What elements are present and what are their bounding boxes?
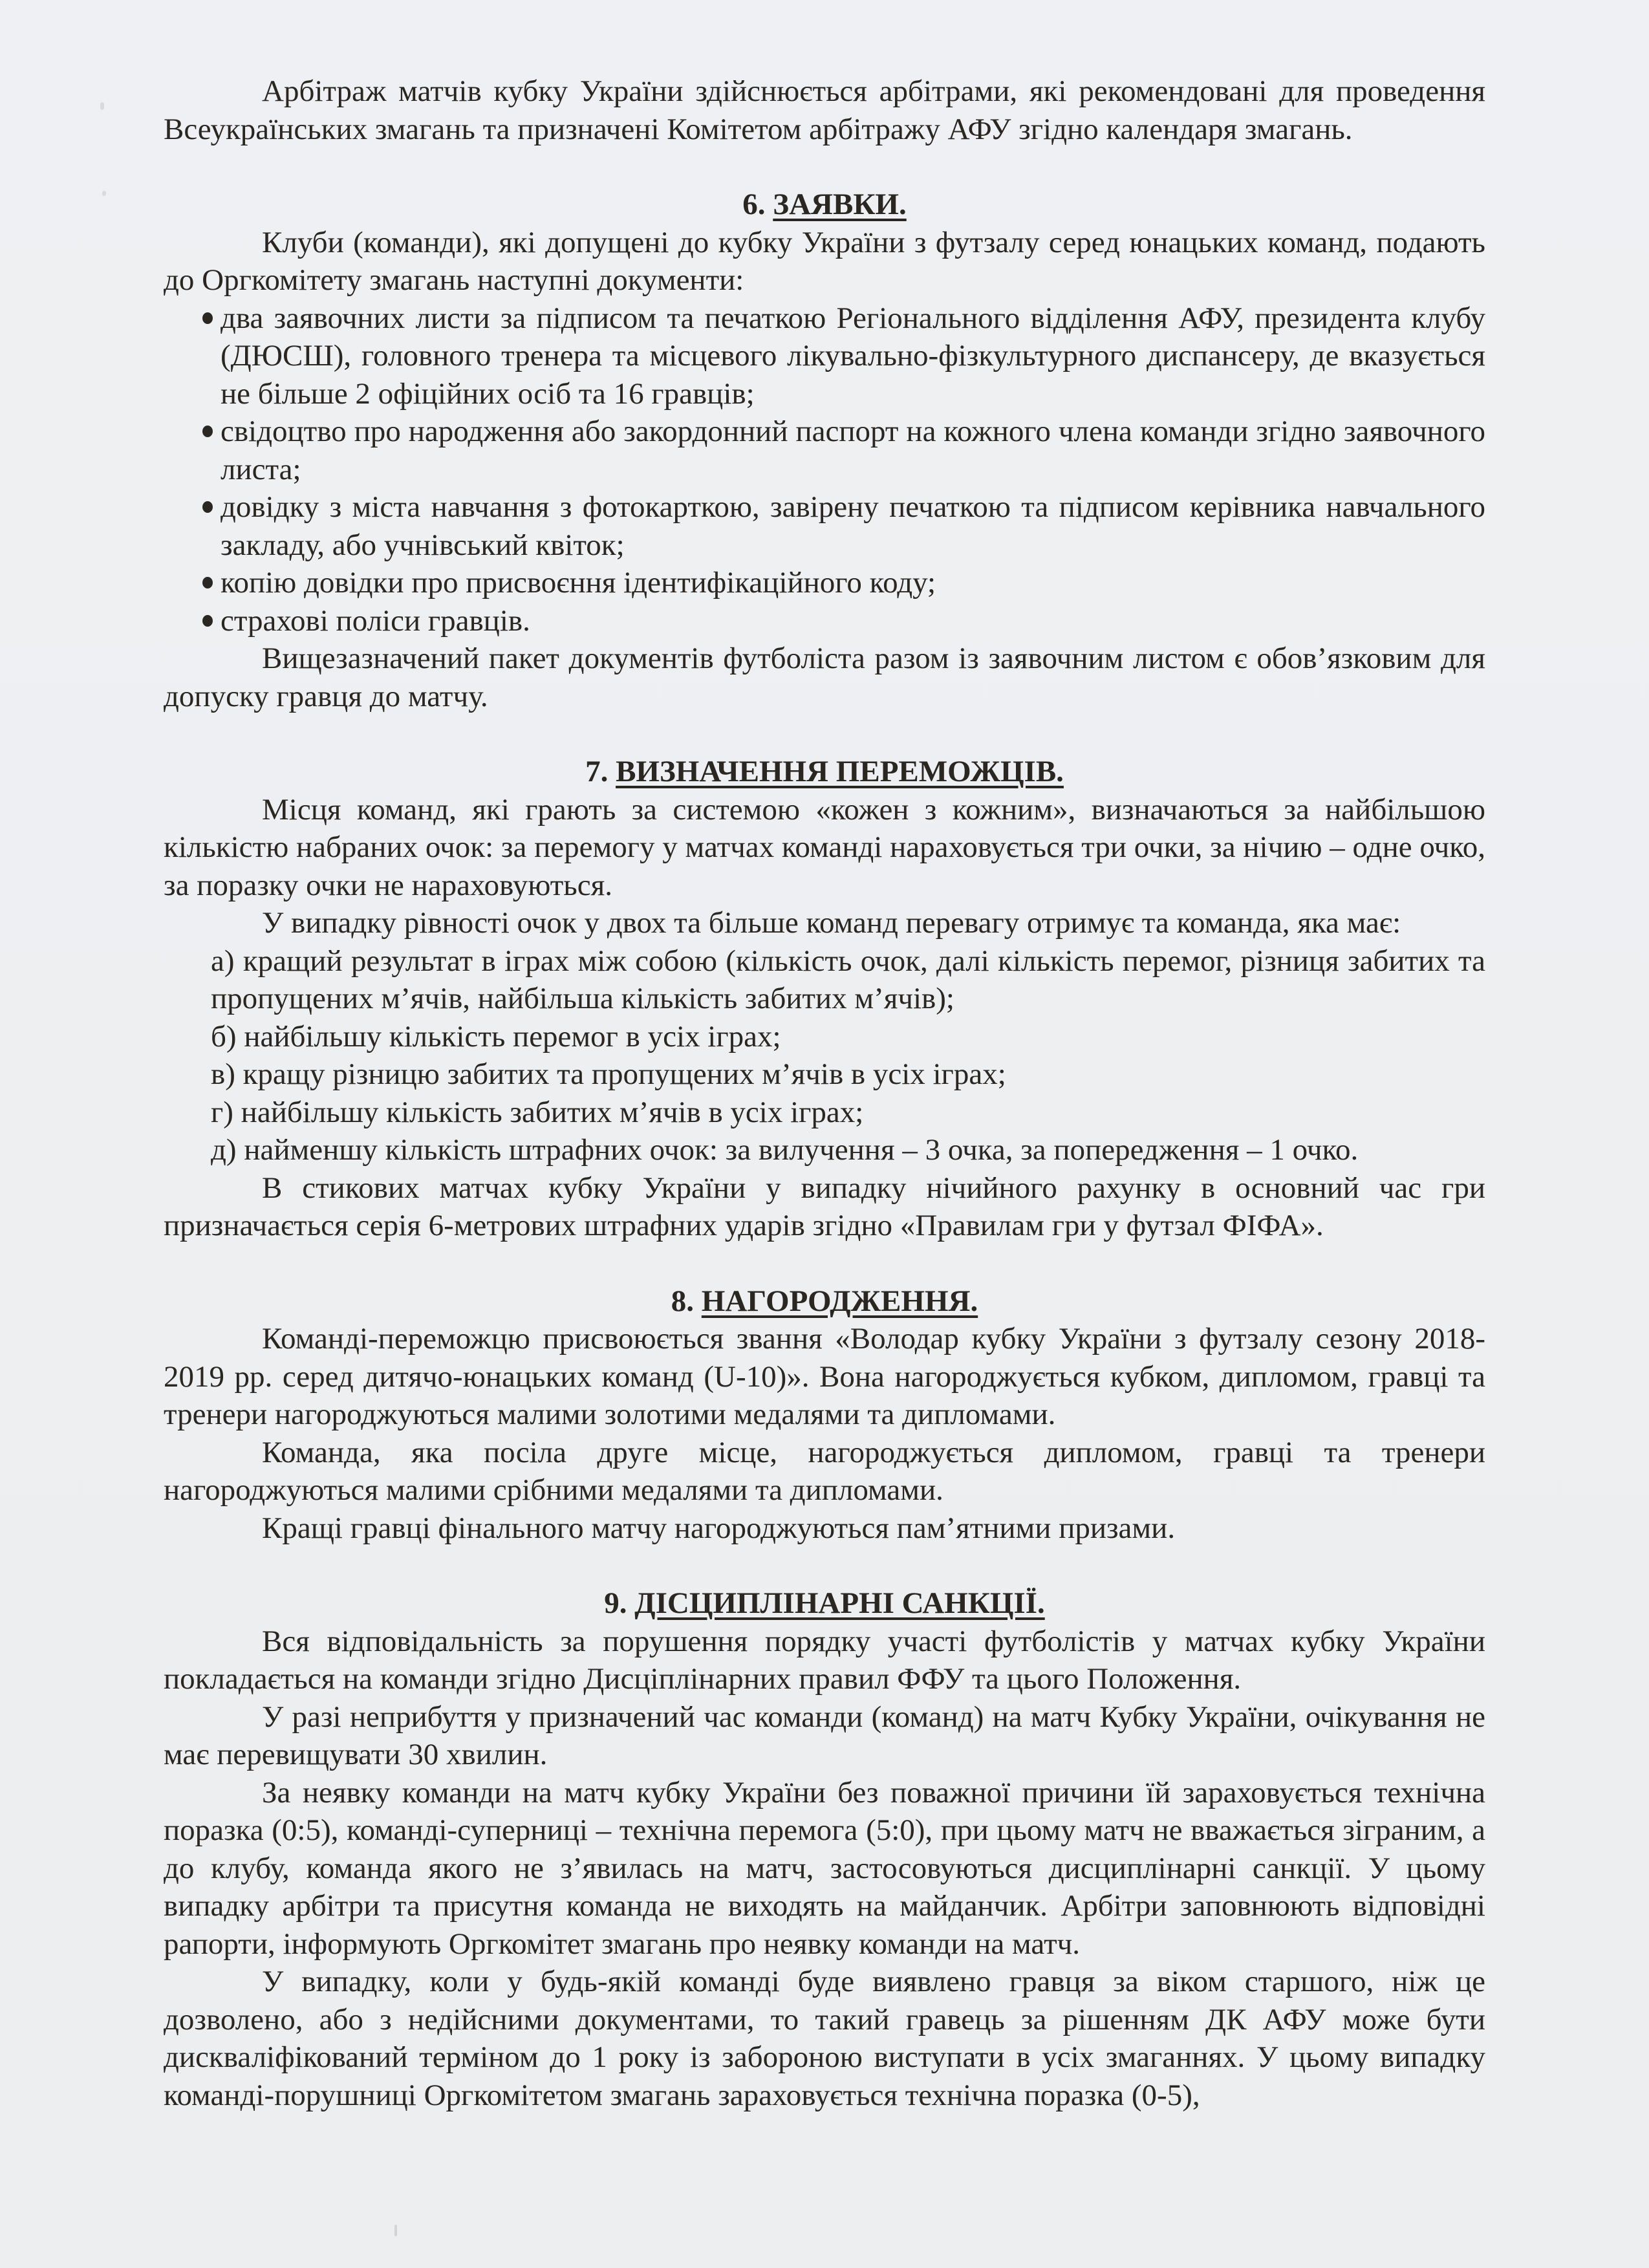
- section-applications: [164, 186, 1485, 715]
- section-lead: Клуби (команди), які допущені до кубку України з футзалу серед юнацьких команд, подають до Оргкомітету змагань наступні документи:: [164, 225, 1485, 297]
- list-item: страхові поліси гравців.: [221, 602, 1485, 640]
- section-title: ДІСЦИПЛІНАРНІ САНКЦІЇ.: [634, 1586, 1045, 1620]
- list-item: довідку з міста навчання з фотокарткою, завірену печаткою та підписом керівника навчального закладу, або учнівський квіток;: [221, 488, 1485, 564]
- section-closing: В стикових матчах кубку України у випадку нічийного рахунку в основний час гри призначається серія 6-метрових штрафних ударів згідно «Правилам гри у футзал ФІФА».: [164, 1171, 1485, 1242]
- paragraph: У випадку рівності очок у двох та більше команд перевагу отримує та команда, яка має:: [262, 906, 1401, 940]
- list-item: б) найбільшу кількість перемог в усіх іграх;: [211, 1019, 781, 1053]
- scan-punch-mark: [102, 191, 106, 196]
- list-item: свідоцтво про народження або закордонний паспорт на кожного члена команди згідно заявочного листа;: [221, 413, 1485, 488]
- list-item: копію довідки про присвоєння ідентифікаційного коду;: [221, 564, 1485, 602]
- section-number: 8.: [671, 1284, 695, 1318]
- section-heading: [164, 1282, 1485, 1321]
- document-body: [164, 72, 1485, 2114]
- list-item: два заявочних листи за підписом та печаткою Регіонального відділення АФУ, президента клубу (ДЮСШ), головного тренера та місцевого лікувально-фізкультурного диспансеру, де вказується не більше 2 офіційних осіб та 16 гравців;: [221, 299, 1485, 413]
- tiebreak-criteria-list: [164, 942, 1485, 1169]
- bullet-icon: [202, 501, 213, 513]
- scan-punch-mark: [100, 102, 104, 110]
- section-awards: [164, 1282, 1485, 1548]
- section-number: 7.: [585, 755, 609, 788]
- bullet-icon: [202, 615, 213, 627]
- paragraph: У разі неприбуття у призначений час команди (команд) на матч Кубку України, очікування не має перевищувати 30 хвилин.: [164, 1700, 1485, 1771]
- paragraph: Місця команд, які грають за системою «кожен з кожним», визначаються за найбільшою кількістю набраних очок: за перемогу у матчах команді нараховується три очки, за нічию – одне очко, за поразку очки не нараховуються.: [164, 792, 1485, 902]
- section-disciplinary-sanctions: [164, 1584, 1485, 2114]
- section-number: 6.: [742, 188, 766, 221]
- list-item: г) найбільшу кількість забитих м’ячів в усіх іграх;: [211, 1095, 864, 1129]
- list-item: в) кращу різницю забитих та пропущених м’ячів в усіх іграх;: [211, 1057, 1006, 1091]
- section-heading: [164, 753, 1485, 791]
- paragraph: Вся відповідальність за порушення порядку участі футболістів у матчах кубку України покладається на команди згідно Дисціплінарних правил ФФУ та цього Положення.: [164, 1624, 1485, 1696]
- section-title: НАГОРОДЖЕННЯ.: [701, 1284, 978, 1318]
- section-heading: [164, 1584, 1485, 1623]
- paragraph: Кращі гравці фінального матчу нагороджуються пам’ятними призами.: [262, 1511, 1176, 1545]
- section-closing: Вищезазначений пакет документів футболіста разом із заявочним листом є обов’язковим для допуску гравця до матчу.: [164, 642, 1485, 713]
- paragraph: У випадку, коли у будь-якій команді буде виявлено гравця за віком старшого, ніж це дозволено, або з недійсними документами, то такий гравець за рішенням ДК АФУ може бути дискваліфікований терміном до 1 року із забороною виступати в усіх змаганнях. У цьому випадку команді-порушниці Оргкомітетом змагань зараховується технічна поразка (0-5),: [164, 1965, 1485, 2112]
- documents-list: [164, 299, 1485, 640]
- bullet-icon: [202, 577, 213, 589]
- bullet-icon: [202, 312, 213, 324]
- section-number: 9.: [604, 1586, 627, 1620]
- section-title: ВИЗНАЧЕННЯ ПЕРЕМОЖЦІВ.: [616, 755, 1064, 788]
- paragraph: Команда, яка посіла друге місце, нагороджується дипломом, гравці та тренери нагороджуються малими срібними медалями та дипломами.: [164, 1435, 1485, 1507]
- section-winners: [164, 753, 1485, 1245]
- paragraph: За неявку команди на матч кубку України без поважної причини їй зараховується технічна поразка (0:5), команді-суперниці – технічна перемога (5:0), при цьому матч не вважається зіграним, а до клубу, команда якого не з’явилась на матч, застосовуються дисциплінарні санкції. У цьому випадку арбітри та присутня команда не виходять на майданчик. Арбітри заповнюють відповідні рапорти, інформують Оргкомітет змагань про неявку команди на матч.: [164, 1775, 1485, 1961]
- list-item: д) найменшу кількість штрафних очок: за вилучення – 3 очка, за попередження – 1 очко.: [211, 1133, 1359, 1167]
- section-title: ЗАЯВКИ.: [773, 188, 907, 221]
- scan-punch-mark: [394, 2225, 397, 2236]
- section-heading: [164, 186, 1485, 224]
- paragraph: Команді-переможцю присвоюється звання «Володар кубку України з футзалу сезону 2018-2019 рр. серед дитячо-юнацьких команд (U-10)». Вона нагороджується кубком, дипломом, гравці та тренери нагороджуються малими золотими медалями та дипломами.: [164, 1322, 1485, 1431]
- list-item: а) кращий результат в іграх між собою (кількість очок, далі кількість перемог, різниця забитих та пропущених м’ячів, найбільша кількість забитих м’ячів);: [211, 944, 1485, 1015]
- bullet-icon: [202, 426, 213, 437]
- intro-paragraph: Арбітраж матчів кубку України здійснюється арбітрами, які рекомендовані для проведення Всеукраїнських змагань та призначені Комітетом арбітражу АФУ згідно календаря змагань.: [164, 74, 1485, 146]
